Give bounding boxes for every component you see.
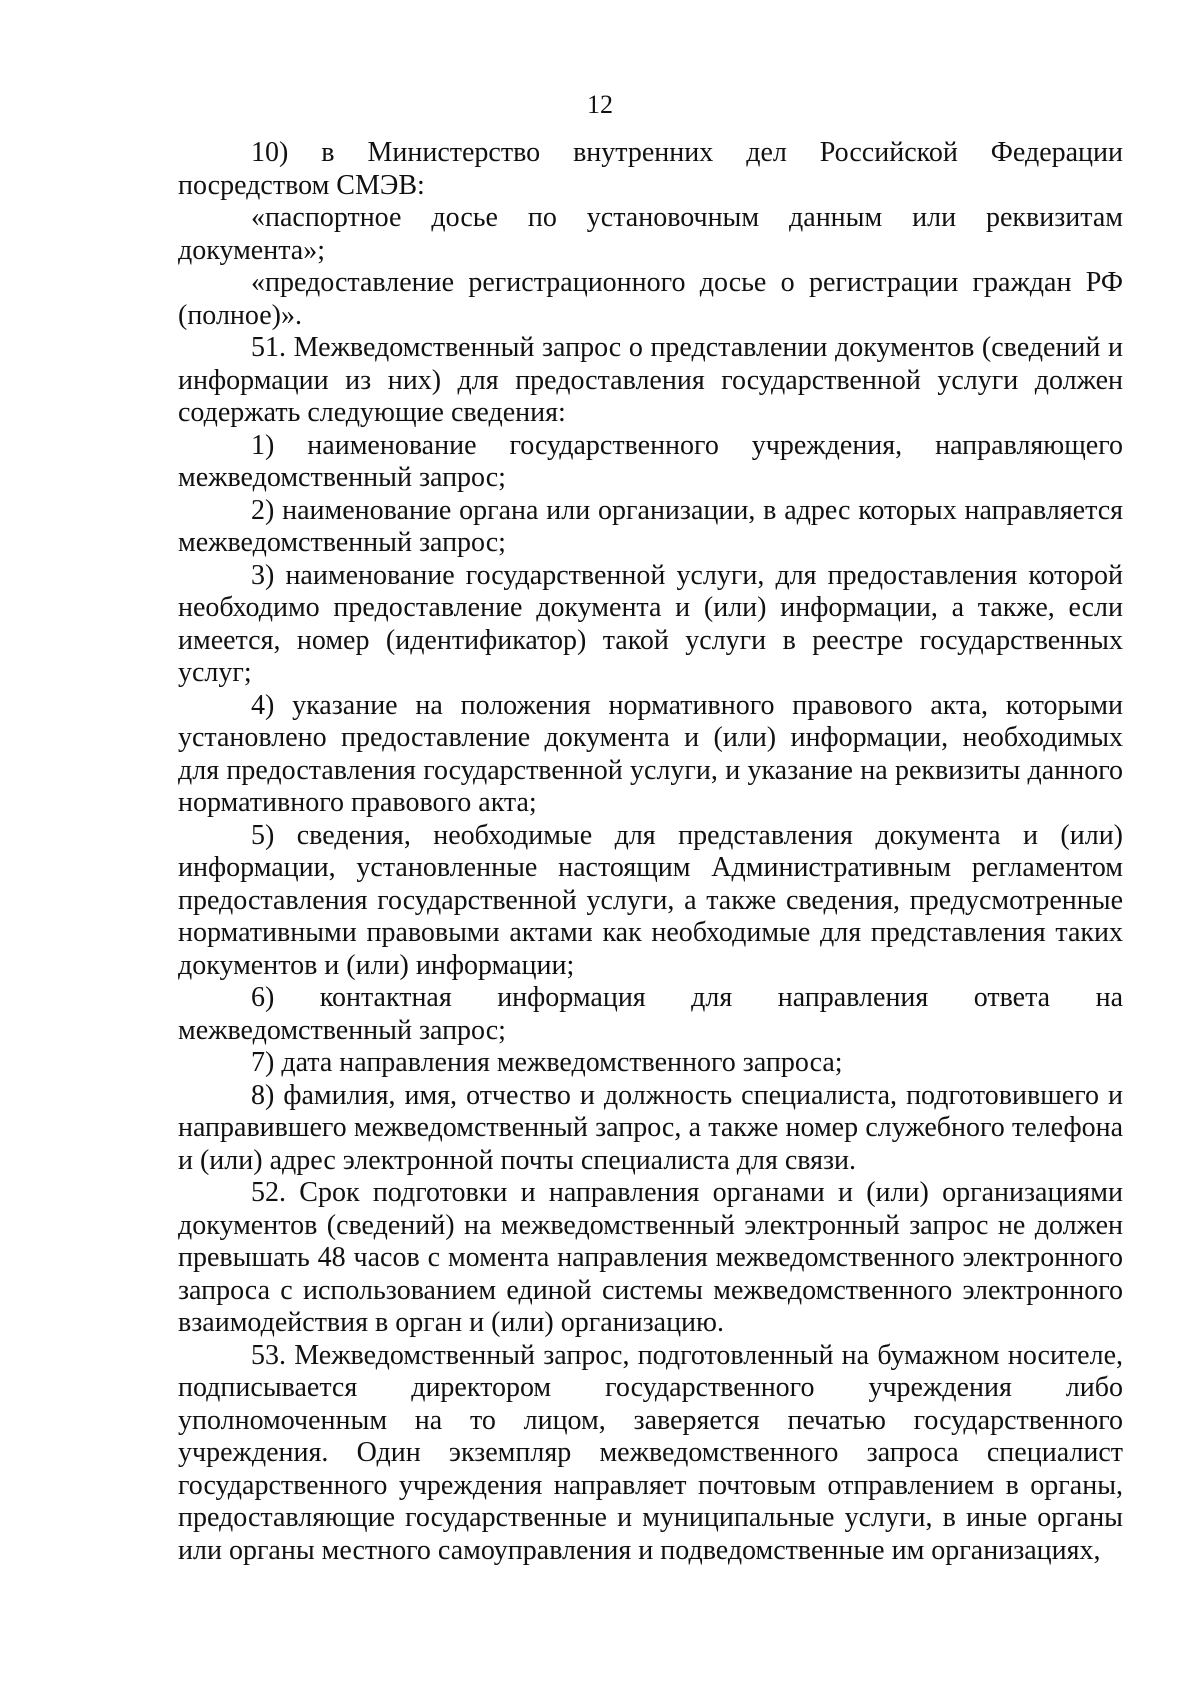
- paragraph-clause-51-item-8: 8) фамилия, имя, отчество и должность специалиста, подготовившего и направившего межведомственный запрос, а также номер служебного телефона и (или) адрес электронной почты специалиста для связи.: [178, 1079, 1123, 1176]
- paragraph-clause-51-item-7: 7) дата направления межведомственного запроса;: [251, 1047, 843, 1078]
- page-number: 12: [587, 90, 613, 119]
- paragraph-passport-dossier: «паспортное досье по установочным данным или реквизитам документа»;: [178, 202, 1123, 266]
- paragraph-clause-51-item-6: 6) контактная информация для направления ответа на межведомственный запрос;: [178, 982, 1123, 1046]
- paragraph-clause-51: 51. Межведомственный запрос о представлении документов (сведений и информации из них) для предоставления государственной услуги должен содержать следующие сведения:: [178, 332, 1123, 428]
- paragraph-clause-52: 52. Срок подготовки и направления органами и (или) организациями документов (сведений) на межведомственный электронный запрос не должен превышать 48 часов с момента направления межведомственного электронного запроса с использованием единой системы межведомственного электронного взаимодействия в орган и (или) организацию.: [178, 1177, 1123, 1338]
- paragraph-clause-51-item-3: 3) наименование государственной услуги, для предоставления которой необходимо предоставление документа и (или) информации, а также, если имеется, номер (идентификатор) такой услуги в реестре государственных услуг;: [178, 559, 1123, 688]
- paragraph-item-10-mvd: 10) в Министерство внутренних дел Российской Федерации посредством СМЭВ:: [178, 137, 1123, 201]
- paragraph-clause-51-item-5: 5) сведения, необходимые для представления документа и (или) информации, установленные настоящим Административным регламентом предоставления государственной услуги, а также сведения, предусмотренные нормативными правовыми актами как необходимые для представления таких документов и (или) информации;: [178, 819, 1123, 981]
- paragraph-clause-53: 53. Межведомственный запрос, подготовленный на бумажном носителе, подписывается директором государственного учреждения либо уполномоченным на то лицом, заверяется печатью государственного учреждения. Один экземпляр межведомственного запроса специалист государственного учреждения направляет почтовым отправлением в органы, предоставляющие государственные и муниципальные услуги, в иные органы или органы местного самоуправления и подведомственные им организациях,: [178, 1339, 1123, 1566]
- paragraph-clause-51-item-1: 1) наименование государственного учреждения, направляющего межведомственный запрос;: [178, 429, 1123, 493]
- paragraph-registration-dossier: «предоставление регистрационного досье о регистрации граждан РФ (полное)».: [178, 267, 1123, 331]
- document-body: [178, 137, 1123, 1567]
- paragraph-clause-51-item-4: 4) указание на положения нормативного правового акта, которыми установлено предоставление документа и (или) информации, необходимых для предоставления государственной услуги, и указание на реквизиты данного нормативного правового акта;: [178, 689, 1123, 818]
- paragraph-clause-51-item-2: 2) наименование органа или организации, в адрес которых направляется межведомственный запрос;: [178, 494, 1123, 558]
